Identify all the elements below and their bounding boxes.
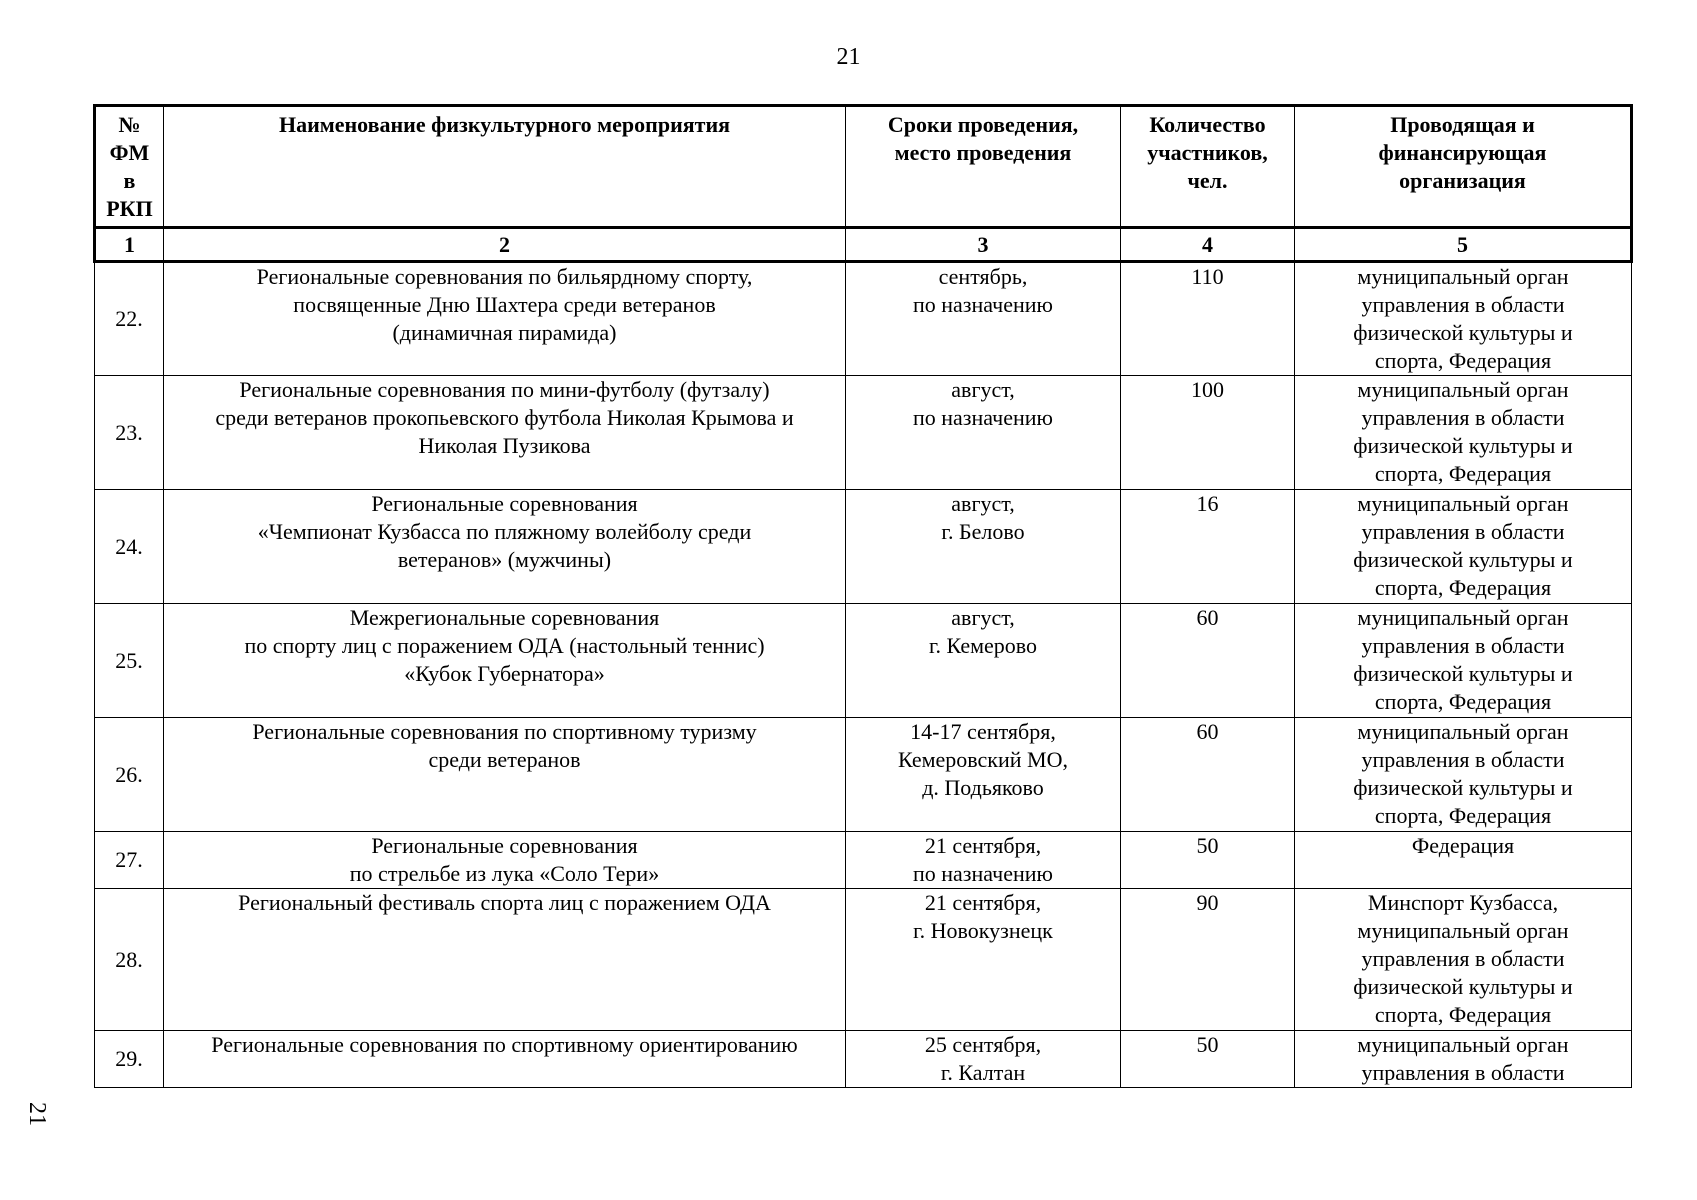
event-name: Региональные соревнования по спортивному туризму среди ветеранов	[164, 718, 846, 832]
header-fm-number: № ФМ в РКП	[95, 106, 164, 228]
table-row	[95, 376, 1632, 490]
column-number: 2	[164, 228, 846, 262]
event-dates: 21 сентября, по назначению	[846, 832, 1121, 889]
row-number: 24.	[95, 490, 164, 604]
events-table	[93, 104, 1633, 1088]
event-organization: муниципальный орган управления в области физической культуры и спорта, Федерация	[1295, 376, 1632, 490]
row-number: 23.	[95, 376, 164, 490]
column-number: 1	[95, 228, 164, 262]
event-name: Региональный фестиваль спорта лиц с поражением ОДА	[164, 889, 846, 1031]
page-number: 21	[836, 44, 861, 70]
event-participants: 110	[1121, 262, 1295, 376]
header-organization: Проводящая и финансирующая организация	[1295, 106, 1632, 228]
table-row	[95, 832, 1632, 889]
header-participants: Количество участников, чел.	[1121, 106, 1295, 228]
event-dates: август, по назначению	[846, 376, 1121, 490]
event-participants: 60	[1121, 718, 1295, 832]
row-number: 27.	[95, 832, 164, 889]
event-participants: 100	[1121, 376, 1295, 490]
event-organization: Федерация	[1295, 832, 1632, 889]
side-page-number: 21	[24, 1102, 50, 1126]
column-number: 4	[1121, 228, 1295, 262]
event-name: Региональные соревнования по спортивному ориентированию	[164, 1031, 846, 1088]
event-name: Региональные соревнования «Чемпионат Кузбасса по пляжному волейболу среди ветеранов» (мужчины)	[164, 490, 846, 604]
event-dates: 25 сентября, г. Калтан	[846, 1031, 1121, 1088]
row-number: 22.	[95, 262, 164, 376]
row-number: 28.	[95, 889, 164, 1031]
event-dates: 21 сентября, г. Новокузнецк	[846, 889, 1121, 1031]
event-name: Региональные соревнования по мини-футболу (футзалу) среди ветеранов прокопьевского футбола Николая Крымова и Николая Пузикова	[164, 376, 846, 490]
table-row	[95, 1031, 1632, 1088]
event-participants: 50	[1121, 1031, 1295, 1088]
table-row	[95, 718, 1632, 832]
event-organization: Минспорт Кузбасса, муниципальный орган управления в области физической культуры и спорта, Федерация	[1295, 889, 1632, 1031]
column-number-row	[95, 228, 1632, 262]
column-number: 3	[846, 228, 1121, 262]
row-number: 26.	[95, 718, 164, 832]
event-organization: муниципальный орган управления в области физической культуры и спорта, Федерация	[1295, 604, 1632, 718]
event-dates: 14-17 сентября, Кемеровский МО, д. Подьяково	[846, 718, 1121, 832]
header-dates-place: Сроки проведения, место проведения	[846, 106, 1121, 228]
event-participants: 16	[1121, 490, 1295, 604]
table-row	[95, 262, 1632, 376]
event-name: Региональные соревнования по бильярдному спорту, посвященные Дню Шахтера среди ветеранов (динамичная пирамида)	[164, 262, 846, 376]
event-name: Региональные соревнования по стрельбе из лука «Соло Тери»	[164, 832, 846, 889]
event-organization: муниципальный орган управления в области	[1295, 1031, 1632, 1088]
table-row	[95, 889, 1632, 1031]
header-event-name: Наименование физкультурного мероприятия	[164, 106, 846, 228]
event-dates: сентябрь, по назначению	[846, 262, 1121, 376]
event-organization: муниципальный орган управления в области физической культуры и спорта, Федерация	[1295, 262, 1632, 376]
event-dates: август, г. Белово	[846, 490, 1121, 604]
event-participants: 90	[1121, 889, 1295, 1031]
table-row	[95, 604, 1632, 718]
event-participants: 60	[1121, 604, 1295, 718]
row-number: 29.	[95, 1031, 164, 1088]
column-number: 5	[1295, 228, 1632, 262]
event-name: Межрегиональные соревнования по спорту лиц с поражением ОДА (настольный теннис) «Кубок Губернатора»	[164, 604, 846, 718]
event-participants: 50	[1121, 832, 1295, 889]
event-dates: август, г. Кемерово	[846, 604, 1121, 718]
event-organization: муниципальный орган управления в области физической культуры и спорта, Федерация	[1295, 490, 1632, 604]
row-number: 25.	[95, 604, 164, 718]
table-row	[95, 490, 1632, 604]
table-header-row	[95, 106, 1632, 228]
event-organization: муниципальный орган управления в области физической культуры и спорта, Федерация	[1295, 718, 1632, 832]
